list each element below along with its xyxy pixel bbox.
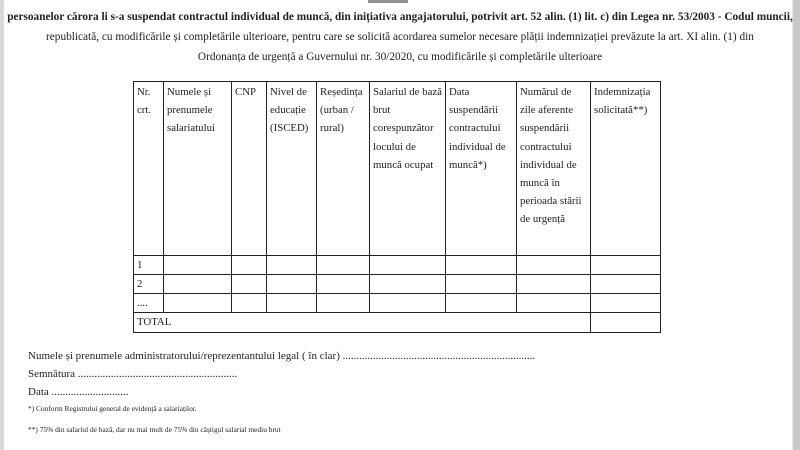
- cell-days[interactable]: [517, 256, 591, 275]
- col-header-days: Numărul de zile aferente suspendării contractului individual de muncă în perioada stării de urgență: [517, 82, 591, 256]
- date-field: Data ............................: [28, 386, 129, 398]
- intro-line-3: Ordonanța de urgență a Guvernului nr. 30/2020, cu modificările și completările ulterioare: [197, 51, 603, 63]
- footnote-2: **) 75% din salariul de bază, dar nu mai mult de 75% din câștigul salarial mediu brut: [28, 425, 281, 434]
- col-header-suspension-date: Data suspendării contractului individual de muncă*): [446, 82, 517, 256]
- cell-days[interactable]: [517, 275, 591, 294]
- cell-education[interactable]: [267, 256, 317, 275]
- page-edge-left: [0, 0, 4, 450]
- table-row: [134, 275, 661, 294]
- cell-suspension-date[interactable]: [446, 294, 517, 313]
- col-header-cnp: CNP: [232, 82, 267, 256]
- cell-allowance[interactable]: [591, 275, 661, 294]
- row-number: ....: [134, 294, 164, 313]
- cell-name[interactable]: [164, 294, 232, 313]
- employee-table: [133, 81, 661, 333]
- total-label: TOTAL: [134, 313, 591, 333]
- cell-suspension-date[interactable]: [446, 256, 517, 275]
- table-row: [134, 256, 661, 275]
- cell-suspension-date[interactable]: [446, 275, 517, 294]
- cell-residence[interactable]: [317, 256, 370, 275]
- intro-line-1: persoanelor cărora li s-a suspendat contractul individual de muncă, din inițiativa angajatorului, potrivit art. 52 alin. (1) lit. c) din Legea nr. 53/2003 - Codul muncii,: [7, 11, 793, 23]
- cell-education[interactable]: [267, 275, 317, 294]
- cell-cnp[interactable]: [232, 275, 267, 294]
- cell-allowance[interactable]: [591, 256, 661, 275]
- cell-salary[interactable]: [370, 275, 446, 294]
- col-header-allowance: Indemnizația solicitată**): [591, 82, 661, 256]
- col-header-name: Numele și prenumele salariatului: [164, 82, 232, 256]
- col-header-nr: Nr. crt.: [134, 82, 164, 256]
- cell-name[interactable]: [164, 256, 232, 275]
- admin-name-field: Numele și prenumele administratorului/reprezentantului legal ( în clar) ......................................................................: [28, 350, 536, 362]
- cell-allowance[interactable]: [591, 294, 661, 313]
- intro-paragraph: [0, 7, 800, 67]
- cell-name[interactable]: [164, 275, 232, 294]
- col-header-salary: Salariul de bază brut corespunzător locului de muncă ocupat: [370, 82, 446, 256]
- footnote-1: *) Conform Registrului general de evidență a salariaților.: [28, 404, 197, 413]
- table-header-row: [134, 82, 661, 256]
- cell-salary[interactable]: [370, 256, 446, 275]
- row-number: 1: [134, 256, 164, 275]
- table-total-row: [134, 313, 661, 333]
- cell-cnp[interactable]: [232, 256, 267, 275]
- scrollbar-track[interactable]: [793, 0, 800, 450]
- signature-field: Semnătura ..........................................................: [28, 368, 238, 380]
- row-number: 2: [134, 275, 164, 294]
- cell-education[interactable]: [267, 294, 317, 313]
- cell-residence[interactable]: [317, 294, 370, 313]
- col-header-education: Nivel de educație (ISCED): [267, 82, 317, 256]
- cell-salary[interactable]: [370, 294, 446, 313]
- col-header-residence: Reședința (urban / rural): [317, 82, 370, 256]
- intro-line-2: republicată, cu modificările și completările ulterioare, pentru care se solicită acordarea sumelor necesare plății indemnizației prevăzute la art. XI alin. (1) din: [46, 31, 754, 43]
- cell-total-allowance[interactable]: [591, 313, 661, 333]
- table-row: [134, 294, 661, 313]
- cell-residence[interactable]: [317, 275, 370, 294]
- page-edge-right: [792, 0, 793, 450]
- cell-cnp[interactable]: [232, 294, 267, 313]
- cut-off-heading: [368, 0, 408, 3]
- cell-days[interactable]: [517, 294, 591, 313]
